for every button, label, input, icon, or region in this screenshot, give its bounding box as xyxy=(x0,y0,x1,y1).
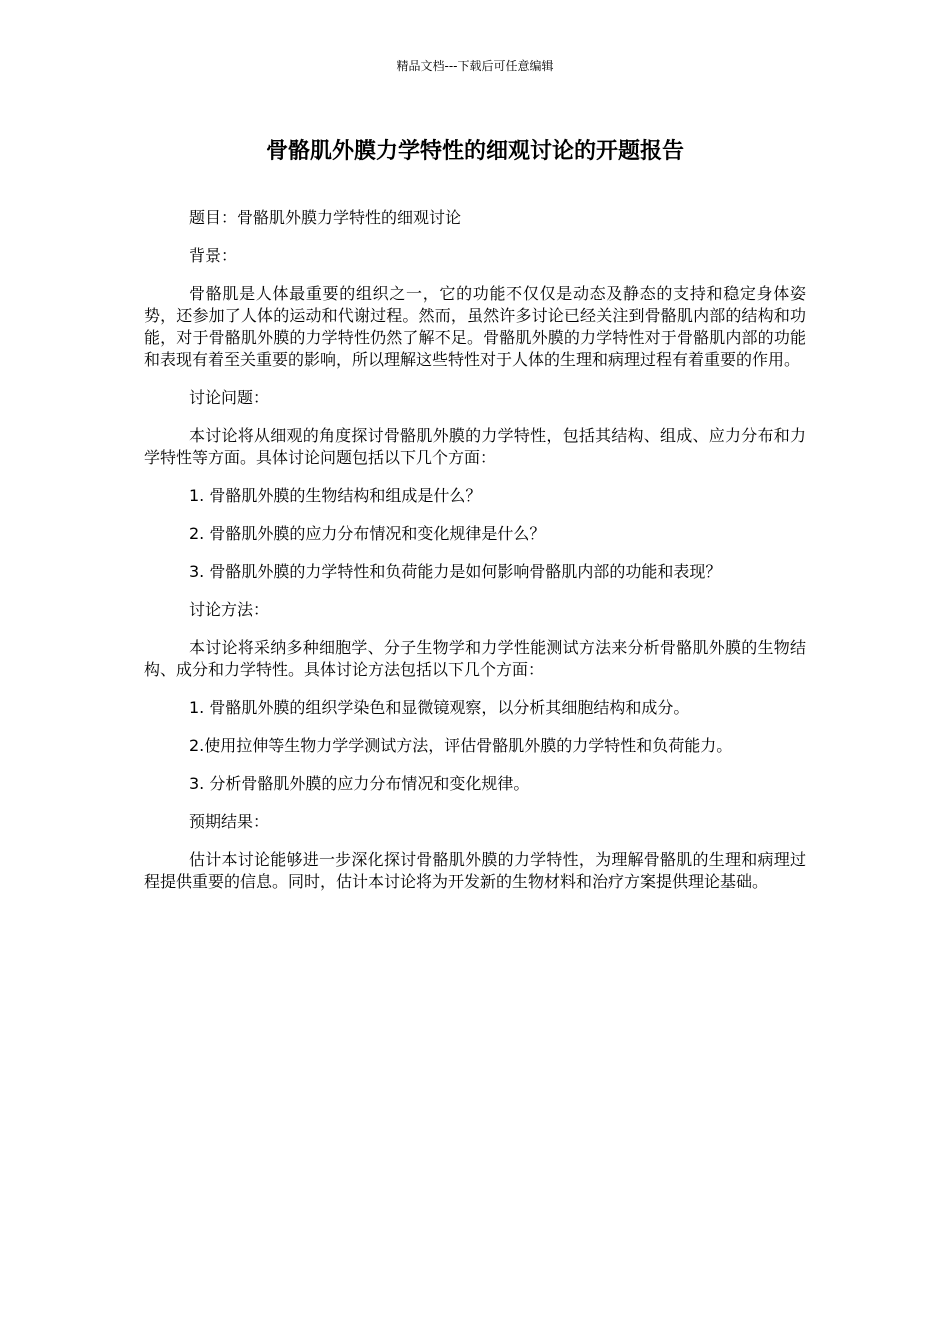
questions-intro-paragraph: 本讨论将从细观的角度探讨骨骼肌外膜的力学特性，包括其结构、组成、应力分布和力学特性等方面。具体讨论问题包括以下几个方面： xyxy=(144,426,806,467)
results-paragraph: 估计本讨论能够进一步深化探讨骨骼肌外膜的力学特性，为理解骨骼肌的生理和病理过程提供重要的信息。同时，估计本讨论将为开发新的生物材料和治疗方案提供理论基础。 xyxy=(144,850,806,891)
method-item-1: 1. 骨骼肌外膜的组织学染色和显微镜观察，以分析其细胞结构和成分。 xyxy=(189,698,690,717)
document-title: 骨骼肌外膜力学特性的细观讨论的开题报告 xyxy=(265,139,684,164)
section-heading-background: 背景： xyxy=(189,246,238,265)
header-note: 精品文档---下载后可任意编辑 xyxy=(396,59,554,73)
section-heading-questions: 讨论问题： xyxy=(189,388,270,407)
methods-intro-paragraph: 本讨论将采纳多种细胞学、分子生物学和力学性能测试方法来分析骨骼肌外膜的生物结构、成分和力学特性。具体讨论方法包括以下几个方面： xyxy=(144,638,806,679)
method-item-2: 2.使用拉伸等生物力学学测试方法，评估骨骼肌外膜的力学特性和负荷能力。 xyxy=(189,736,733,755)
topic-line: 题目：骨骼肌外膜力学特性的细观讨论 xyxy=(189,208,462,227)
section-heading-methods: 讨论方法： xyxy=(189,600,270,619)
question-item-1: 1. 骨骼肌外膜的生物结构和组成是什么？ xyxy=(189,486,482,505)
background-paragraph: 骨骼肌是人体最重要的组织之一，它的功能不仅仅是动态及静态的支持和稳定身体姿势，还参加了人体的运动和代谢过程。然而，虽然许多讨论已经关注到骨骼肌内部的结构和功能，对于骨骼肌外膜的力学特性仍然了解不足。骨骼肌外膜的力学特性对于骨骼肌内部的功能和表现有着至关重要的影响，所以理解这些特性对于人体的生理和病理过程有着重要的作用。 xyxy=(144,284,806,369)
document-body xyxy=(144,207,806,909)
method-item-3: 3. 分析骨骼肌外膜的应力分布情况和变化规律。 xyxy=(189,774,530,793)
section-heading-results: 预期结果： xyxy=(189,812,270,831)
question-item-2: 2. 骨骼肌外膜的应力分布情况和变化规律是什么？ xyxy=(189,524,546,543)
question-item-3: 3. 骨骼肌外膜的力学特性和负荷能力是如何影响骨骼肌内部的功能和表现？ xyxy=(189,562,722,581)
